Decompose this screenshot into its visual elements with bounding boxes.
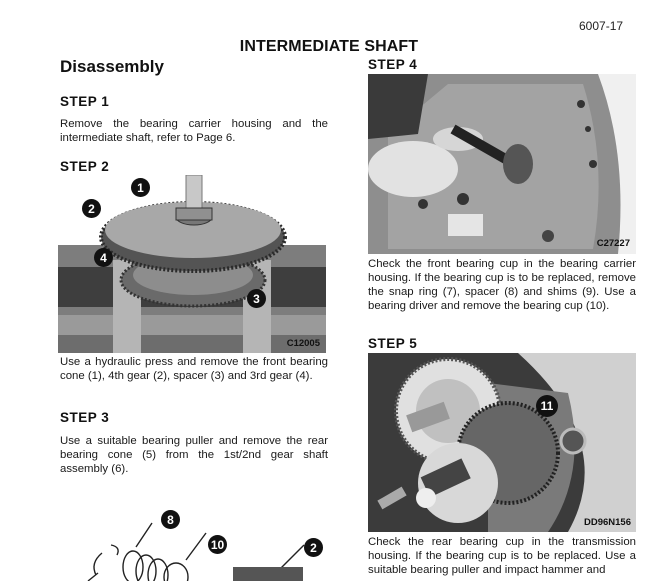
- callout-8: 8: [161, 510, 180, 529]
- exploded-parts-illustration: [58, 505, 338, 581]
- step-3-label: STEP 3: [60, 410, 110, 425]
- figure-id: C12005: [286, 338, 320, 349]
- figure-id: DD96N156: [584, 517, 631, 528]
- callout-11: 11: [536, 395, 558, 417]
- step-1-text: Remove the bearing carrier housing and the intermediate shaft, refer to Page 6.: [60, 118, 328, 144]
- page-title: INTERMEDIATE SHAFT: [239, 38, 419, 55]
- bearing-housing-illustration: [368, 74, 636, 254]
- step-4-photo: [368, 74, 636, 254]
- callout-2: 2: [82, 199, 101, 218]
- step-5-label: STEP 5: [368, 336, 418, 351]
- callout-4: 4: [94, 248, 113, 267]
- step-4-text: Check the front bearing cup in the bearing carrier housing. If the bearing cup is to be replaced, remove the snap ring (7), spacer (8) and shims (9). Use a bearing driver and remove the bearing cup (10).: [368, 258, 636, 312]
- step-1-label: STEP 1: [60, 94, 110, 109]
- section-heading: Disassembly: [60, 57, 164, 76]
- step-2-label: STEP 2: [60, 159, 110, 174]
- step-2-text: Use a hydraulic press and remove the front bearing cone (1), 4th gear (2), spacer (3) and 3rd gear (4).: [60, 356, 328, 382]
- callout-10: 10: [208, 535, 227, 554]
- callout-1: 1: [131, 178, 150, 197]
- page-number: 6007-17: [579, 19, 624, 33]
- step-3-text: Use a suitable bearing puller and remove the rear bearing cone (5) from the 1st/2nd gear shaft assembly (6).: [60, 435, 328, 475]
- figure-id: C27227: [596, 238, 630, 249]
- callout-2-exploded: 2: [304, 538, 323, 557]
- step-5-photo: [368, 353, 636, 532]
- callout-3: 3: [247, 289, 266, 308]
- step-2-photo: [58, 175, 326, 353]
- transmission-gears-illustration: [368, 353, 636, 532]
- step-4-label: STEP 4: [368, 57, 418, 72]
- step-5-text: Check the rear bearing cup in the transmission housing. If the bearing cup is to be replaced. Use a suitable bearing puller and impact hammer and: [368, 536, 636, 576]
